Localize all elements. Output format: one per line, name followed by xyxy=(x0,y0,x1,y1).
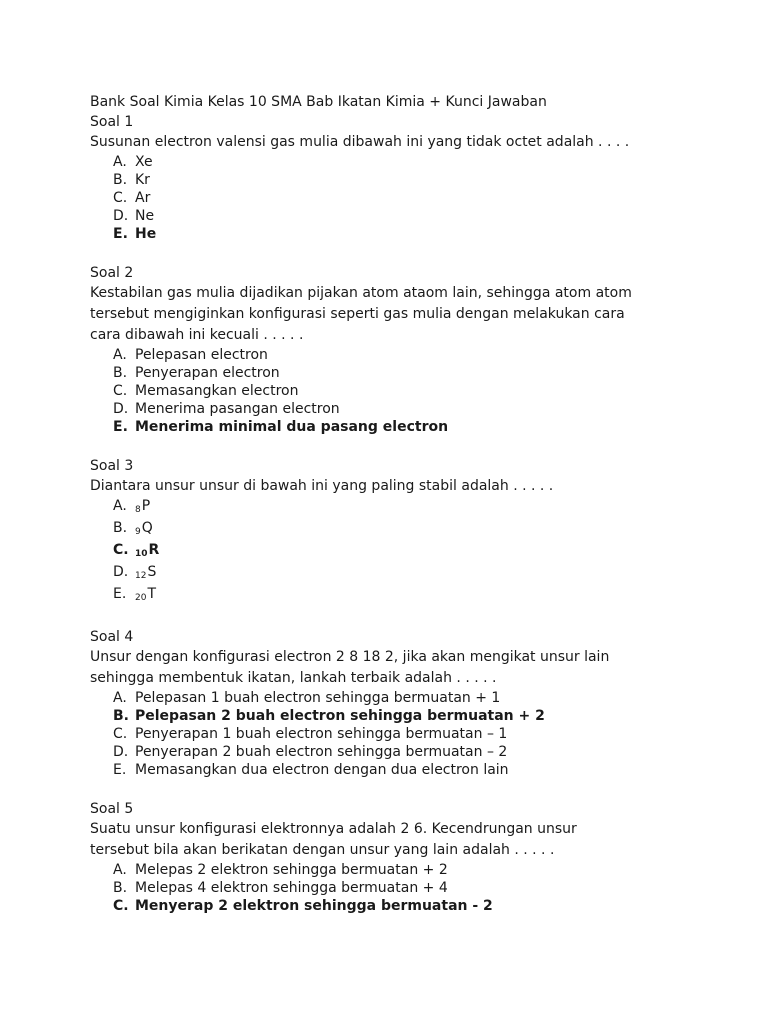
option-text: Memasangkan electron xyxy=(135,383,299,399)
question-heading: Soal 4 xyxy=(90,629,134,645)
option-body xyxy=(135,725,507,743)
option-text: Xe xyxy=(135,154,153,170)
option-text: Ar xyxy=(135,190,151,206)
option-letter: D. xyxy=(113,401,129,417)
atomic-number: 10 xyxy=(135,549,148,559)
answer-option xyxy=(113,897,690,915)
option-letter: B. xyxy=(113,708,129,724)
option-letter: D. xyxy=(113,208,129,224)
answer-option xyxy=(113,225,690,243)
option-letter: D. xyxy=(113,744,129,760)
option-text: Penyerapan electron xyxy=(135,365,280,381)
option-list xyxy=(90,861,690,915)
option-text: S xyxy=(147,564,157,580)
option-item xyxy=(113,364,690,382)
question-heading: Soal 2 xyxy=(90,265,134,281)
question-block xyxy=(90,799,690,915)
option-letter: C. xyxy=(113,190,128,206)
option-text: He xyxy=(135,226,157,242)
option-body xyxy=(135,541,159,563)
question-heading: Soal 5 xyxy=(90,801,134,817)
atomic-number: 8 xyxy=(135,505,141,515)
option-item xyxy=(113,563,690,585)
option-letter: A. xyxy=(113,347,127,363)
option-letter: A. xyxy=(113,862,127,878)
option-body xyxy=(135,519,153,541)
option-list xyxy=(90,497,690,607)
question-block xyxy=(90,263,690,436)
option-body xyxy=(135,400,340,418)
option-letter: A. xyxy=(113,690,127,706)
option-item xyxy=(113,207,690,225)
answer-option xyxy=(113,418,690,436)
option-letter: E. xyxy=(113,762,127,778)
option-text: Penyerapan 2 buah electron sehingga bermuatan – 2 xyxy=(135,744,508,760)
option-item xyxy=(113,400,690,418)
option-text: Penyerapan 1 buah electron sehingga bermuatan – 1 xyxy=(135,726,508,742)
option-text: Kr xyxy=(135,172,150,188)
question-text: Unsur dengan konfigurasi electron 2 8 18 2, jika akan mengikat unsur lain sehingga membentuk ikatan, lankah terbaik adalah . . . . . xyxy=(90,649,610,686)
option-item xyxy=(113,382,690,400)
option-item xyxy=(113,497,690,519)
option-text: Menerima pasangan electron xyxy=(135,401,340,417)
option-item xyxy=(113,171,690,189)
option-letter: B. xyxy=(113,172,128,188)
option-item xyxy=(113,346,690,364)
option-letter: E. xyxy=(113,226,128,242)
option-letter: C. xyxy=(113,542,129,558)
question-list xyxy=(90,112,690,915)
atomic-number: 20 xyxy=(135,593,147,603)
option-body xyxy=(135,585,156,607)
option-item xyxy=(113,761,690,779)
question-text: Kestabilan gas mulia dijadikan pijakan atom ataom lain, sehingga atom atom tersebut mengiginkan konfigurasi seperti gas mulia dengan melakukan cara cara dibawah ini kecuali . . . . . xyxy=(90,285,632,343)
option-letter: C. xyxy=(113,383,128,399)
question-heading: Soal 3 xyxy=(90,458,134,474)
option-letter: B. xyxy=(113,880,128,896)
option-text: Melepas 4 elektron sehingga bermuatan + 4 xyxy=(135,880,448,896)
option-letter: A. xyxy=(113,498,127,514)
option-text: R xyxy=(148,542,160,558)
option-body xyxy=(135,879,448,897)
option-letter: C. xyxy=(113,898,129,914)
option-item xyxy=(113,689,690,707)
question-block xyxy=(90,112,690,243)
option-item xyxy=(113,153,690,171)
option-list xyxy=(90,153,690,243)
option-text: T xyxy=(147,586,157,602)
answer-option xyxy=(113,707,690,725)
option-body xyxy=(135,382,299,400)
option-letter: E. xyxy=(113,586,127,602)
option-body xyxy=(135,761,509,779)
option-body xyxy=(135,225,156,243)
option-body xyxy=(135,346,268,364)
atomic-number: 9 xyxy=(135,527,141,537)
option-letter: B. xyxy=(113,520,128,536)
option-item xyxy=(113,879,690,897)
option-body xyxy=(135,897,493,915)
option-body xyxy=(135,418,448,436)
option-body xyxy=(135,689,500,707)
option-text: Pelepasan 2 buah electron sehingga bermuatan + 2 xyxy=(135,708,545,724)
option-item xyxy=(113,861,690,879)
option-body xyxy=(135,171,150,189)
option-body xyxy=(135,861,448,879)
option-text: Melepas 2 elektron sehingga bermuatan + 2 xyxy=(135,862,448,878)
option-letter: E. xyxy=(113,419,128,435)
question-text: Susunan electron valensi gas mulia dibawah ini yang tidak octet adalah . . . . xyxy=(90,134,630,150)
atomic-number: 12 xyxy=(135,571,147,581)
option-body xyxy=(135,743,507,761)
document-title: Bank Soal Kimia Kelas 10 SMA Bab Ikatan Kimia + Kunci Jawaban xyxy=(90,94,547,110)
option-text: Pelepasan 1 buah electron sehingga bermuatan + 1 xyxy=(135,690,501,706)
question-block xyxy=(90,456,690,607)
option-body xyxy=(135,563,156,585)
option-letter: D. xyxy=(113,564,129,580)
option-item xyxy=(113,743,690,761)
option-list xyxy=(90,689,690,779)
question-block xyxy=(90,627,690,779)
option-list xyxy=(90,346,690,436)
option-item xyxy=(113,519,690,541)
option-body xyxy=(135,497,150,519)
question-text: Suatu unsur konfigurasi elektronnya adalah 2 6. Kecendrungan unsur tersebut bila akan berikatan dengan unsur yang lain adalah . . . . . xyxy=(90,821,577,858)
option-text: Menerima minimal dua pasang electron xyxy=(135,419,449,435)
option-letter: A. xyxy=(113,154,127,170)
option-body xyxy=(135,364,280,382)
option-body xyxy=(135,707,545,725)
answer-option xyxy=(113,541,690,563)
option-letter: B. xyxy=(113,365,128,381)
option-text: P xyxy=(141,498,151,514)
question-text: Diantara unsur unsur di bawah ini yang paling stabil adalah . . . . . xyxy=(90,478,554,494)
option-text: Ne xyxy=(135,208,155,224)
option-text: Pelepasan electron xyxy=(135,347,268,363)
document-page xyxy=(90,92,690,915)
option-text: Menyerap 2 elektron sehingga bermuatan - 2 xyxy=(135,898,493,914)
option-letter: C. xyxy=(113,726,128,742)
option-text: Memasangkan dua electron dengan dua electron lain xyxy=(135,762,509,778)
option-text: Q xyxy=(141,520,153,536)
option-body xyxy=(135,207,154,225)
option-item xyxy=(113,725,690,743)
option-body xyxy=(135,153,153,171)
option-item xyxy=(113,189,690,207)
option-item xyxy=(113,585,690,607)
option-body xyxy=(135,189,150,207)
question-heading: Soal 1 xyxy=(90,114,134,130)
